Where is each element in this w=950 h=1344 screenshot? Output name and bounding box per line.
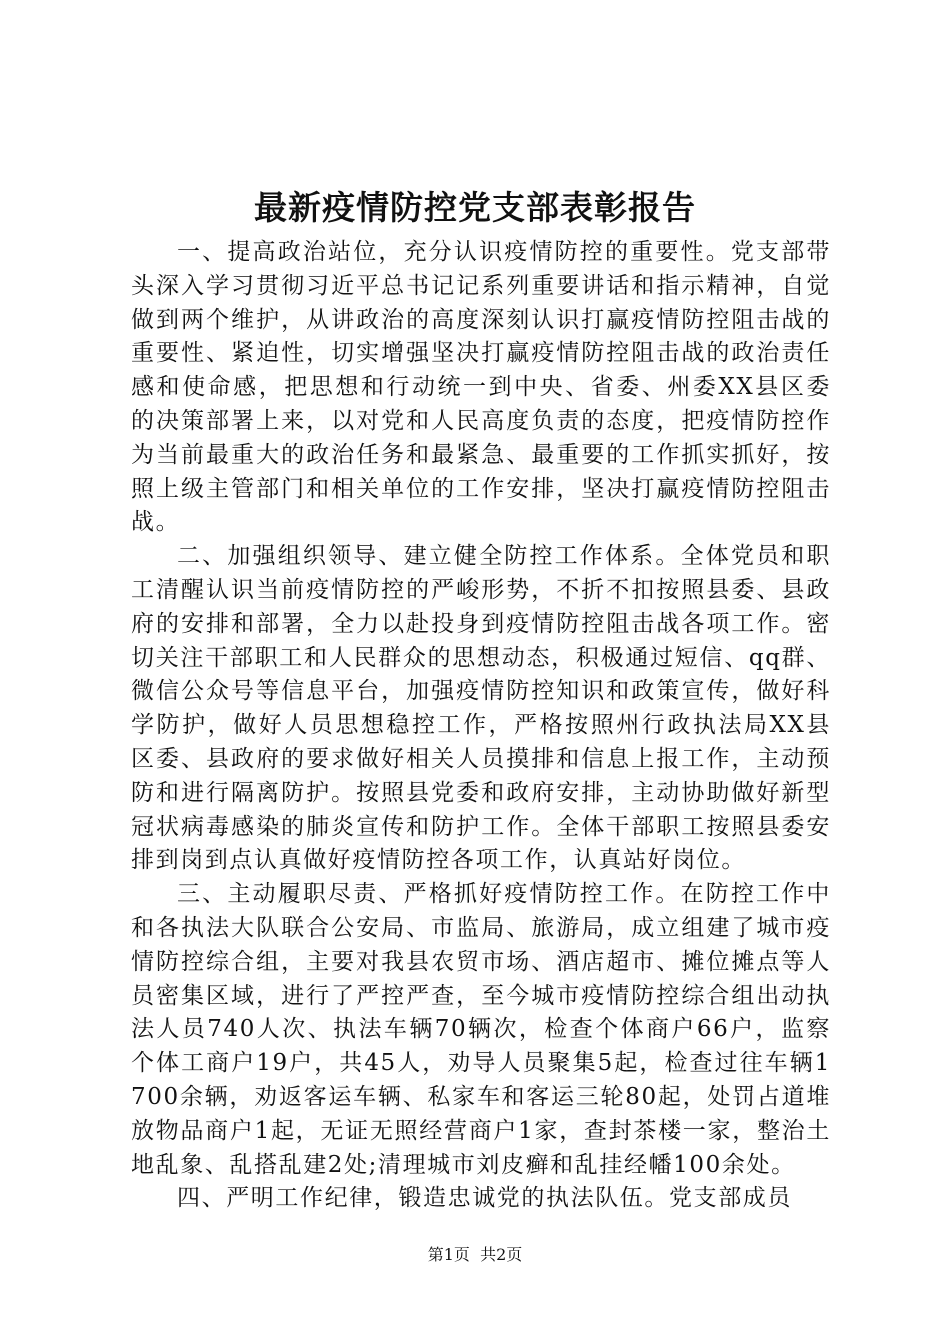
page-footer: [0, 1243, 950, 1267]
document-body: [131, 236, 831, 1216]
paragraph-1: 一、提高政治站位，充分认识疫情防控的重要性。党支部带头深入学习贯彻习近平总书记记系列重要讲话和指示精神，自觉做到两个维护，从讲政治的高度深刻认识打赢疫情防控阻击战的重要性、紧迫性，切实增强坚决打赢疫情防控阻击战的政治责任感和使命感，把思想和行动统一到中央、省委、州委XX县区委的决策部署上来，以对党和人民高度负责的态度，把疫情防控作为当前最重大的政治任务和最紧急、最重要的工作抓实抓好，按照上级主管部门和相关单位的工作安排，坚决打赢疫情防控阻击战。: [131, 239, 831, 536]
document-title: 最新疫情防控党支部表彰报告: [254, 188, 696, 227]
paragraph-4: 四、严明工作纪律，锻造忠诚党的执法队伍。党支部成员: [177, 1185, 792, 1212]
paragraph-2: 二、加强组织领导、建立健全防控工作体系。全体党员和职工清醒认识当前疫情防控的严峻形势，不折不扣按照县委、县政府的安排和部署，全力以赴投身到疫情防控阻击战各项工作。密切关注干部职工和人民群众的思想动态，积极通过短信、qq群、微信公众号等信息平台，加强疫情防控知识和政策宣传，做好科学防护，做好人员思想稳控工作，严格按照州行政执法局XX县区委、县政府的要求做好相关人员摸排和信息上报工作，主动预防和进行隔离防护。按照县党委和政府安排，主动协助做好新型冠状病毒感染的肺炎宣传和防护工作。全体干部职工按照县委安排到岗到点认真做好疫情防控各项工作，认真站好岗位。: [131, 543, 831, 874]
page-total: 共2页: [480, 1245, 523, 1264]
page-number: 第1页: [427, 1245, 470, 1264]
paragraph-3: 三、主动履职尽责、严格抓好疫情防控工作。在防控工作中和各执法大队联合公安局、市监局、旅游局，成立组建了城市疫情防控综合组，主要对我县农贸市场、酒店超市、摊位摊点等人员密集区域，进行了严控严查，至今城市疫情防控综合组出动执法人员740人次、执法车辆70辆次，检查个体商户66户，监察个体工商户19户，共45人，劝导人员聚集5起，检查过往车辆1700余辆，劝返客运车辆、私家车和客运三轮80起，处罚占道堆放物品商户1起，无证无照经营商户1家，查封茶楼一家，整治土地乱象、乱搭乱建2处;清理城市刘皮癣和乱挂经幡100余处。: [131, 881, 831, 1178]
